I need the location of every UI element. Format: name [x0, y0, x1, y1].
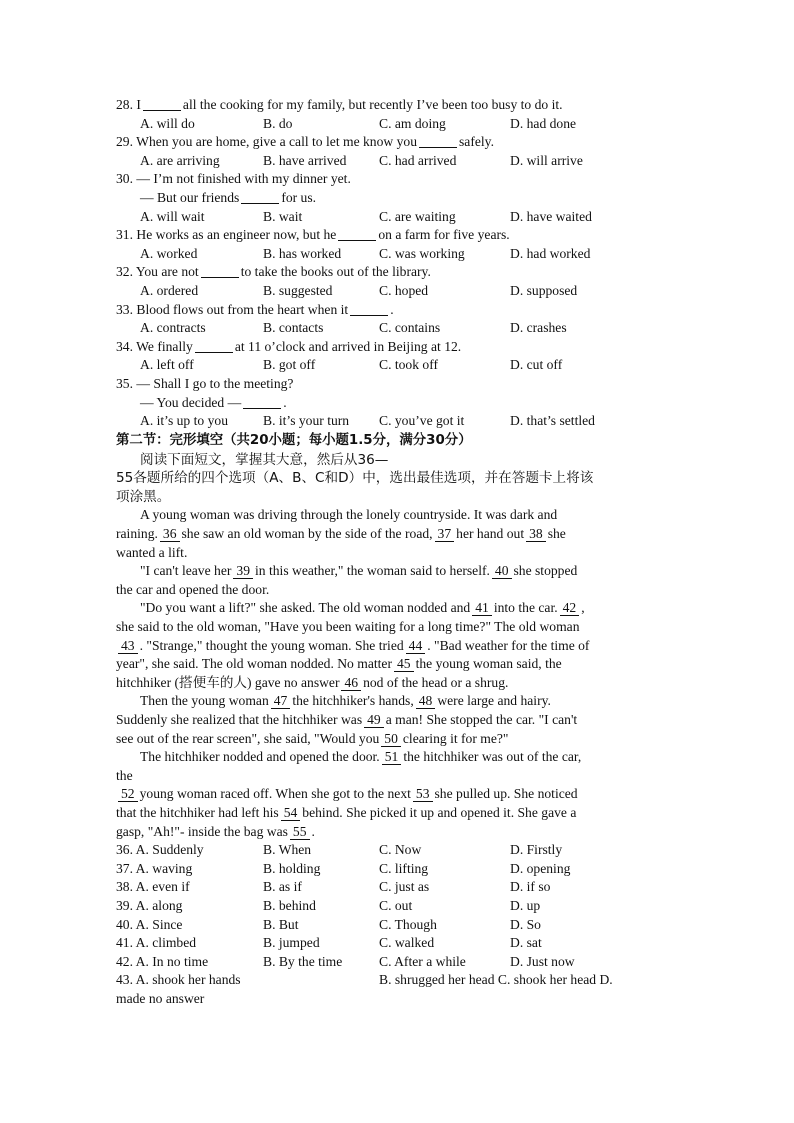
passage-line: A young woman was driving through the lonely countryside. It was dark and [140, 507, 558, 523]
options-30: A. will wait B. wait C. are waiting D. have waited [140, 208, 592, 224]
blank-number: 53 [413, 786, 433, 802]
blank-number: 43 [118, 638, 138, 654]
cloze-option-row-43: 43. A. shook her hands B. shrugged her head C. shook her head D. [116, 972, 613, 988]
blank-number: 36 [160, 526, 180, 542]
instructions-line-3: 项涂黑。 [116, 488, 171, 505]
passage-line: raining. 36 she saw an old woman by the side of the road, 37 her hand out 38 she [116, 526, 566, 542]
passage-line: The hitchhiker nodded and opened the door. 51 the hitchhiker was out of the car, [140, 749, 582, 765]
cloze-option-row: 41. A. climbed B. jumped C. walked D. sat [116, 935, 542, 951]
cloze-options [116, 841, 676, 1008]
instructions-line-1: 阅读下面短文，掌握其大意，然后从36— [140, 451, 389, 468]
blank-number: 55 [290, 824, 310, 840]
cloze-option-row: 39. A. along B. behind C. out D. up [116, 897, 541, 913]
cloze-option-43-continued: made no answer [116, 990, 205, 1006]
question-30-line2: — But our friends for us. [140, 189, 317, 205]
passage-line: Then the young woman 47 the hitchhiker's hands, 48 were large and hairy. [140, 693, 551, 709]
cloze-option-row: 37. A. waving B. holding C. lifting D. opening [116, 860, 571, 876]
options-34: A. left off B. got off C. took off D. cut off [140, 357, 563, 373]
cloze-option-row: 42. A. In no time B. By the time C. After a while D. Just now [116, 953, 575, 969]
options-31: A. worked B. has worked C. was working D. had worked [140, 245, 591, 261]
blank-number: 38 [526, 526, 546, 542]
blank-number: 42 [560, 600, 580, 616]
passage-line: she said to the old woman, "Have you been waiting for a long time?" The old woman [116, 619, 580, 635]
blank-number: 39 [233, 563, 253, 579]
question-34: 34. We finally at 11 o’clock and arrived in Beijing at 12. [116, 338, 462, 354]
blank-number: 50 [381, 731, 401, 747]
question-31: 31. He works as an engineer now, but he on a farm for five years. [116, 227, 510, 243]
blank-number: 44 [406, 638, 426, 654]
passage-line: "Do you want a lift?" she asked. The old woman nodded and 41 into the car. 42 , [140, 600, 585, 616]
blank-number: 54 [281, 805, 301, 821]
question-33: 33. Blood flows out from the heart when it . [116, 301, 394, 317]
cloze-option-row: 38. A. even if B. as if C. just as D. if so [116, 879, 551, 895]
question-30: 30. — I’m not finished with my dinner yet. [116, 171, 351, 187]
blank-number: 46 [341, 675, 361, 691]
blank-number: 52 [118, 786, 138, 802]
cloze-option-row: 40. A. Since B. But C. Though D. So [116, 916, 541, 932]
blank-number: 47 [271, 693, 291, 709]
answer-blank [143, 96, 181, 111]
passage-line: 52 young woman raced off. When she got to the next 53 she pulled up. She noticed [116, 785, 676, 804]
blank-number: 37 [435, 526, 455, 542]
answer-blank [195, 338, 233, 353]
section-heading: 第二节：完形填空（共20小题；每小题1.5分，满分30分） [116, 432, 472, 448]
blank-number: 40 [492, 563, 512, 579]
passage-line: wanted a lift. [116, 544, 188, 560]
passage-line: Suddenly she realized that the hitchhiker was 49 a man! She stopped the car. "I can't [116, 712, 578, 727]
question-32: 32. You are not to take the books out of the library. [116, 264, 431, 280]
options-35: A. it’s up to you B. it’s your turn C. you’ve got it D. that’s settled [140, 413, 595, 429]
passage-line: hitchhiker (搭便车的人) gave no answer 46 nod of the head or a shrug. [116, 674, 509, 690]
passage-line: the [116, 767, 133, 783]
blank-number: 45 [394, 656, 414, 672]
blank-number: 41 [472, 600, 492, 616]
answer-blank [338, 226, 376, 241]
question-29: 29. When you are home, give a call to let me know you safely. [116, 134, 494, 150]
blank-number: 49 [364, 712, 384, 728]
question-28: 28. I all the cooking for my family, but recently I’ve been too busy to do it. [116, 97, 563, 112]
answer-blank [419, 133, 457, 148]
blank-number: 51 [382, 749, 402, 765]
answer-blank [241, 189, 279, 204]
passage-line: gasp, "Ah!"- inside the bag was 55 . [116, 823, 315, 839]
options-29: A. are arriving B. have arrived C. had arrived D. will arrive [140, 152, 583, 168]
passage-line: 43 . "Strange," thought the young woman. She tried 44 . "Bad weather for the time of [116, 637, 676, 656]
blank-number: 48 [416, 693, 436, 709]
exam-page [116, 96, 676, 1009]
passage-line: that the hitchhiker had left his 54 behind. She picked it up and opened it. She gave a [116, 804, 577, 820]
instructions-line-2: 55各题所给的四个选项（A、B、C和D）中，选出最佳选项，并在答题卡上将该 [116, 470, 594, 487]
question-35-line2: — You decided — . [140, 394, 287, 410]
passage-line: year", she said. The old woman nodded. No matter 45 the young woman said, the [116, 656, 562, 672]
options-33: A. contracts B. contacts C. contains D. crashes [140, 320, 567, 336]
answer-blank [243, 394, 281, 409]
cloze-option-row: 36. A. Suddenly B. When C. Now D. Firstly [116, 842, 563, 858]
options-28: A. will do B. do C. am doing D. had done [140, 115, 577, 131]
passage-line: the car and opened the door. [116, 581, 270, 597]
question-35: 35. — Shall I go to the meeting? [116, 375, 294, 391]
cloze-passage [116, 506, 676, 841]
answer-blank [350, 301, 388, 316]
answer-blank [201, 263, 239, 278]
options-32: A. ordered B. suggested C. hoped D. supposed [140, 282, 578, 298]
passage-line: see out of the rear screen", she said, "Would you 50 clearing it for me?" [116, 730, 509, 746]
passage-line: "I can't leave her 39 in this weather," the woman said to herself. 40 she stopped [140, 563, 578, 579]
